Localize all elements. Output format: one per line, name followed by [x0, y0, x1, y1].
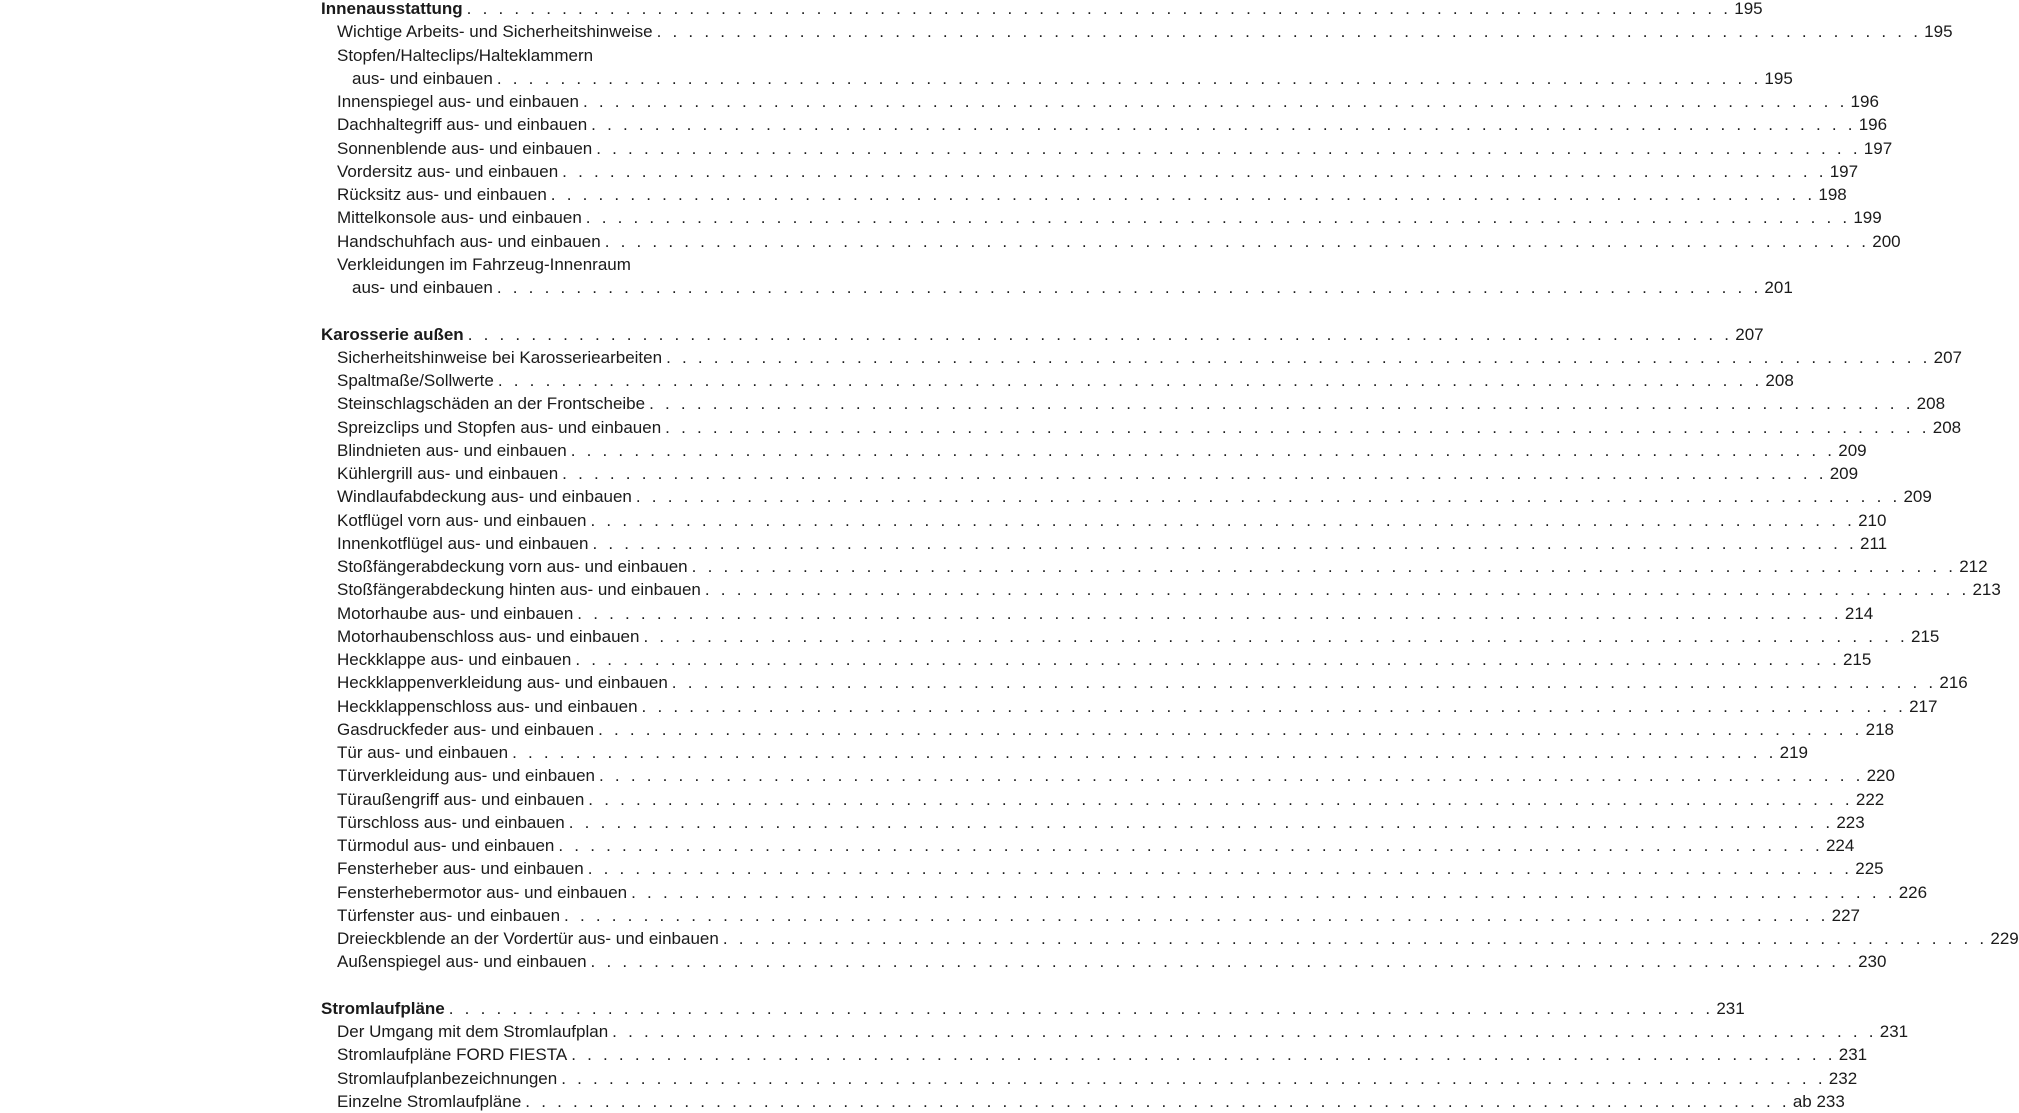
toc-entry [321, 881, 1928, 904]
toc-entry-page-number: 209 [1838, 440, 1867, 460]
dot-leader: . . . . . . . . . . . . . . . . . . . . . . . . . . . . . . . . . . . . . . . . . . . . . . . . . . . . . . . . . . . . . . . . . . . . . . . . . . . . . . . . [496, 68, 1762, 88]
toc-entry-title: Spaltmaße/Sollwerte [337, 371, 494, 390]
toc-entry [321, 578, 2001, 601]
toc-entry-page-number: 198 [1818, 185, 1847, 204]
toc-entry-title: Fensterheber aus- und einbauen [337, 859, 584, 879]
toc-entry-page-number: 210 [1858, 510, 1887, 530]
toc-entry-title: Steinschlagschäden an der Frontscheibe [337, 394, 646, 414]
dot-leader: . . . . . . . . . . . . . . . . . . . . . . . . . . . . . . . . . . . . . . . . . . . . . . . . . . . . . . . . . . . . . . . . . . . . . . . . . . . . . . . . [643, 626, 1908, 646]
toc-entry-page-number: 211 [1860, 533, 1888, 553]
toc-entry [321, 20, 1953, 43]
toc-entry [321, 369, 1794, 392]
section-gap [321, 974, 796, 997]
toc-entry-title: Handschuhfach aus- und einbauen [337, 231, 601, 251]
toc-entry-page-number: 215 [1842, 650, 1872, 669]
dot-leader: . . . . . . . . . . . . . . . . . . . . . . . . . . . . . . . . . . . . . . . . . . . . . . . . . . . . . . . . . . . . . . . . . . . . . . . . . . . . . . . . [558, 836, 1823, 855]
toc-entry-title: Rücksitz aus- und einbauen [337, 185, 547, 204]
toc-entry [321, 44, 796, 67]
dot-leader: . . . . . . . . . . . . . . . . . . . . . . . . . . . . . . . . . . . . . . . . . . . . . . . . . . . . . . . . . . . . . . . . . . . . . . . . . . . . . . . . [587, 859, 1853, 879]
dot-leader: . . . . . . . . . . . . . . . . . . . . . . . . . . . . . . . . . . . . . . . . . . . . . . . . . . . . . . . . . . . . . . . . . . . . . . . . . . . . . . . . [604, 231, 1870, 251]
toc-entry [321, 183, 1847, 206]
toc-entry-title: Türverkleidung aus- und einbauen [337, 766, 596, 786]
toc-entry-title: Motorhaubenschloss aus- und einbauen [337, 626, 640, 646]
toc-entry-page-number: 219 [1779, 743, 1808, 762]
toc-entry [321, 671, 1968, 694]
dot-leader: . . . . . . . . . . . . . . . . . . . . . . . . . . . . . . . . . . . . . . . . . . . . . . . . . . . . . . . . . . . . . . . . . . . . . . . . . . . . . . . . [635, 487, 1901, 507]
toc-entry [321, 950, 1887, 973]
dot-leader: . . . . . . . . . . . . . . . . . . . . . . . . . . . . . . . . . . . . . . . . . . . . . . . . . . . . . . . . . . . . . . . . . . . . . . . . . . . . . . . . [631, 882, 1896, 902]
dot-leader: . . . . . . . . . . . . . . . . . . . . . . . . . . . . . . . . . . . . . . . . . . . . . . . . . . . . . . . . . . . . . . . . . . . . . . . . . . . . . . . . [562, 161, 1827, 181]
section-heading [321, 323, 1764, 346]
toc-entry-title: Stromlaufplanbezeichnungen [337, 1068, 558, 1088]
toc-entry-page-number: ab 233 [1792, 1091, 1845, 1111]
toc-entry-page-number: 231 [1879, 1022, 1909, 1041]
toc-entry-title: Mittelkonsole aus- und einbauen [337, 208, 582, 228]
toc-entry [321, 1043, 1868, 1066]
toc-entry-page-number: 200 [1872, 231, 1901, 251]
dot-leader: . . . . . . . . . . . . . . . . . . . . . . . . . . . . . . . . . . . . . . . . . . . . . . . . . . . . . . . . . . . . . . . . . . . . . . . . . . . . . . . . [649, 394, 1914, 414]
toc-entry-page-number: 229 [1990, 929, 2019, 948]
toc-entry [321, 416, 1962, 439]
toc-entry-title: Stopfen/Halteclips/Halteklammern [337, 45, 594, 65]
toc-entry-page-number: 230 [1858, 952, 1887, 972]
toc-entry [321, 439, 1867, 462]
toc-entry-title: Blindnieten aus- und einbauen [337, 440, 567, 460]
toc-entry [321, 834, 1855, 857]
dot-leader: . . . . . . . . . . . . . . . . . . . . . . . . . . . . . . . . . . . . . . . . . . . . . . . . . . . . . . . . . . . . . . . . . . . . . . . . . . . . . . . . [722, 929, 1988, 948]
toc-entry-page-number: 231 [1838, 1045, 1868, 1065]
toc-entry-title: Innenspiegel aus- und einbauen [337, 92, 579, 111]
toc-entry-title: Kühlergrill aus- und einbauen [337, 464, 559, 483]
toc-entry-title: Außenspiegel aus- und einbauen [337, 952, 587, 972]
table-of-contents [321, 0, 2019, 1113]
toc-entry-page-number: 208 [1916, 394, 1946, 414]
toc-entry-title: Türmodul aus- und einbauen [337, 836, 555, 855]
toc-entry-title: Der Umgang mit dem Stromlaufplan [337, 1022, 609, 1041]
toc-entry-title: Kotflügel vorn aus- und einbauen [337, 510, 587, 530]
toc-entry-title: Motorhaube aus- und einbauen [337, 603, 574, 623]
dot-leader: . . . . . . . . . . . . . . . . . . . . . . . . . . . . . . . . . . . . . . . . . . . . . . . . . . . . . . . . . . . . . . . . . . . . . . . . . . . . . . . . [564, 905, 1829, 925]
toc-entry-page-number: 225 [1855, 859, 1884, 879]
toc-entry [321, 625, 1940, 648]
toc-entry [321, 718, 1894, 741]
toc-entry [321, 509, 1887, 532]
toc-entry [321, 904, 1860, 927]
toc-entry [321, 276, 1793, 299]
section-heading-page-number: 195 [1734, 0, 1763, 18]
toc-entry [321, 695, 1938, 718]
toc-entry-title: Türschloss aus- und einbauen [337, 812, 565, 832]
toc-entry-page-number: 195 [1924, 22, 1953, 42]
dot-leader: . . . . . . . . . . . . . . . . . . . . . . . . . . . . . . . . . . . . . . . . . . . . . . . . . . . . . . . . . . . . . . . . . . . . . . . . . . . . . . . . [570, 440, 1836, 460]
toc-entry-page-number: 215 [1911, 626, 1940, 646]
section-heading [321, 997, 1745, 1020]
toc-entry [321, 648, 1872, 671]
toc-entry-page-number: 197 [1863, 138, 1893, 158]
dot-leader: . . . . . . . . . . . . . . . . . . . . . . . . . . . . . . . . . . . . . . . . . . . . . . . . . . . . . . . . . . . . . . . . . . . . . . . . . . . . . . . . [448, 998, 1714, 1018]
toc-entry-page-number: 208 [1765, 371, 1794, 390]
toc-entry-page-number: 222 [1855, 789, 1885, 809]
toc-entry-title: Türfenster aus- und einbauen [337, 905, 561, 925]
toc-entry-title: aus- und einbauen [352, 278, 493, 297]
dot-leader: . . . . . . . . . . . . . . . . . . . . . . . . . . . . . . . . . . . . . . . . . . . . . . . . . . . . . . . . . . . . . . . . . . . . . . . . . . . . . . . . [575, 650, 1840, 669]
toc-entry-page-number: 226 [1898, 882, 1928, 902]
dot-leader: . . . . . . . . . . . . . . . . . . . . . . . . . . . . . . . . . . . . . . . . . . . . . . . . . . . . . . . . . . . . . . . . . . . . . . . . . . . . . . . . [665, 417, 1930, 437]
toc-entry-title: Vordersitz aus- und einbauen [337, 161, 559, 181]
toc-entry-title: Tür aus- und einbauen [337, 743, 509, 762]
dot-leader: . . . . . . . . . . . . . . . . . . . . . . . . . . . . . . . . . . . . . . . . . . . . . . . . . . . . . . . . . . . . . . . . . . . . . . . . . . . . . . . . [585, 208, 1851, 228]
dot-leader: . . . . . . . . . . . . . . . . . . . . . . . . . . . . . . . . . . . . . . . . . . . . . . . . . . . . . . . . . . . . . . . . . . . . . . . . . . . . . . . . [467, 324, 1733, 344]
dot-leader: . . . . . . . . . . . . . . . . . . . . . . . . . . . . . . . . . . . . . . . . . . . . . . . . . . . . . . . . . . . . . . . . . . . . . . . . . . . . . . . . [641, 696, 1907, 716]
dot-leader: . . . . . . . . . . . . . . . . . . . . . . . . . . . . . . . . . . . . . . . . . . . . . . . . . . . . . . . . . . . . . . . . . . . . . . . . . . . . . . . . [598, 719, 1863, 739]
toc-entry [321, 113, 1888, 136]
toc-entry-title: Dreieckblende an der Vordertür aus- und einbauen [337, 929, 719, 948]
toc-entry-title: Heckklappe aus- und einbauen [337, 650, 572, 669]
toc-entry-page-number: 199 [1853, 208, 1882, 228]
dot-leader: . . . . . . . . . . . . . . . . . . . . . . . . . . . . . . . . . . . . . . . . . . . . . . . . . . . . . . . . . . . . . . . . . . . . . . . . . . . . . . . . [568, 812, 1834, 832]
toc-entry [321, 485, 1932, 508]
section-heading-title: Stromlaufpläne [321, 998, 445, 1018]
section-heading-page-number: 207 [1735, 324, 1764, 344]
dot-leader: . . . . . . . . . . . . . . . . . . . . . . . . . . . . . . . . . . . . . . . . . . . . . . . . . . . . . . . . . . . . . . . . . . . . . . . . . . . . . . . . [599, 766, 1864, 786]
dot-leader: . . . . . . . . . . . . . . . . . . . . . . . . . . . . . . . . . . . . . . . . . . . . . . . . . . . . . . . . . . . . . . . . . . . . . . . . . . . . . . . . [691, 557, 1957, 576]
toc-entry-page-number: 212 [1959, 557, 1988, 576]
dot-leader: . . . . . . . . . . . . . . . . . . . . . . . . . . . . . . . . . . . . . . . . . . . . . . . . . . . . . . . . . . . . . . . . . . . . . . . . . . . . . . . . [656, 22, 1922, 42]
toc-entry [321, 230, 1901, 253]
toc-entry [321, 555, 1988, 578]
dot-leader: . . . . . . . . . . . . . . . . . . . . . . . . . . . . . . . . . . . . . . . . . . . . . . . . . . . . . . . . . . . . . . . . . . . . . . . . . . . . . . . . [525, 1091, 1790, 1111]
section-gap [321, 299, 796, 322]
dot-leader: . . . . . . . . . . . . . . . . . . . . . . . . . . . . . . . . . . . . . . . . . . . . . . . . . . . . . . . . . . . . . . . . . . . . . . . . . . . . . . . . [466, 0, 1732, 18]
dot-leader: . . . . . . . . . . . . . . . . . . . . . . . . . . . . . . . . . . . . . . . . . . . . . . . . . . . . . . . . . . . . . . . . . . . . . . . . . . . . . . . . [590, 510, 1856, 530]
toc-entry [321, 788, 1885, 811]
toc-entry-page-number: 213 [1972, 580, 2001, 600]
dot-leader: . . . . . . . . . . . . . . . . . . . . . . . . . . . . . . . . . . . . . . . . . . . . . . . . . . . . . . . . . . . . . . . . . . . . . . . . . . . . . . . . [571, 1045, 1836, 1065]
toc-entry [321, 1020, 1909, 1043]
toc-entry-page-number: 218 [1865, 719, 1894, 739]
dot-leader: . . . . . . . . . . . . . . . . . . . . . . . . . . . . . . . . . . . . . . . . . . . . . . . . . . . . . . . . . . . . . . . . . . . . . . . . . . . . . . . . [596, 138, 1861, 158]
toc-entry [321, 392, 1946, 415]
toc-entry-page-number: 217 [1909, 696, 1938, 716]
dot-leader: . . . . . . . . . . . . . . . . . . . . . . . . . . . . . . . . . . . . . . . . . . . . . . . . . . . . . . . . . . . . . . . . . . . . . . . . . . . . . . . . [592, 533, 1857, 553]
toc-entry-title: Einzelne Stromlaufpläne [337, 1091, 522, 1111]
dot-leader: . . . . . . . . . . . . . . . . . . . . . . . . . . . . . . . . . . . . . . . . . . . . . . . . . . . . . . . . . . . . . . . . . . . . . . . . . . . . . . . . [512, 743, 1777, 762]
toc-entry-title: Sicherheitshinweise bei Karosseriearbeiten [337, 347, 663, 367]
dot-leader: . . . . . . . . . . . . . . . . . . . . . . . . . . . . . . . . . . . . . . . . . . . . . . . . . . . . . . . . . . . . . . . . . . . . . . . . . . . . . . . . [591, 115, 1856, 135]
toc-entry [321, 206, 1882, 229]
toc-entry [321, 346, 1963, 369]
toc-entry [321, 137, 1893, 160]
toc-entry [321, 532, 1888, 555]
toc-entry-title: aus- und einbauen [352, 68, 493, 88]
toc-entry [321, 927, 2019, 950]
toc-entry-page-number: 232 [1828, 1068, 1858, 1088]
toc-entry-title: Spreizclips und Stopfen aus- und einbauen [337, 417, 662, 437]
toc-entry-title: Innenkotflügel aus- und einbauen [337, 533, 589, 553]
section-heading [321, 0, 1763, 20]
toc-entry-page-number: 223 [1836, 812, 1865, 832]
toc-entry-page-number: 196 [1858, 115, 1888, 135]
section-heading-title: Innenausstattung [321, 0, 463, 18]
toc-entry-title: Sonnenblende aus- und einbauen [337, 138, 593, 158]
toc-entry-page-number: 209 [1903, 487, 1932, 507]
dot-leader: . . . . . . . . . . . . . . . . . . . . . . . . . . . . . . . . . . . . . . . . . . . . . . . . . . . . . . . . . . . . . . . . . . . . . . . . . . . . . . . . [582, 92, 1848, 111]
toc-entry-page-number: 214 [1844, 603, 1874, 623]
dot-leader: . . . . . . . . . . . . . . . . . . . . . . . . . . . . . . . . . . . . . . . . . . . . . . . . . . . . . . . . . . . . . . . . . . . . . . . . . . . . . . . . [496, 278, 1762, 297]
toc-entry-page-number: 195 [1764, 68, 1793, 88]
toc-entry [321, 253, 796, 276]
toc-entry-title: Windlaufabdeckung aus- und einbauen [337, 487, 632, 507]
toc-entry-page-number: 220 [1866, 766, 1895, 786]
toc-entry-title: Verkleidungen im Fahrzeug-Innenraum [337, 254, 631, 274]
dot-leader: . . . . . . . . . . . . . . . . . . . . . . . . . . . . . . . . . . . . . . . . . . . . . . . . . . . . . . . . . . . . . . . . . . . . . . . . . . . . . . . . [561, 1068, 1826, 1088]
dot-leader: . . . . . . . . . . . . . . . . . . . . . . . . . . . . . . . . . . . . . . . . . . . . . . . . . . . . . . . . . . . . . . . . . . . . . . . . . . . . . . . . [704, 580, 1970, 600]
toc-entry-title: Stromlaufpläne FORD FIESTA [337, 1045, 568, 1065]
toc-entry-page-number: 227 [1831, 905, 1860, 925]
section-heading-title: Karosserie außen [321, 324, 464, 344]
toc-entry-page-number: 216 [1939, 673, 1968, 693]
dot-leader: . . . . . . . . . . . . . . . . . . . . . . . . . . . . . . . . . . . . . . . . . . . . . . . . . . . . . . . . . . . . . . . . . . . . . . . . . . . . . . . . [562, 464, 1827, 483]
toc-entry-title: Wichtige Arbeits- und Sicherheitshinweise [337, 22, 653, 42]
toc-entry-page-number: 196 [1850, 92, 1879, 111]
toc-entry-title: Heckklappenschloss aus- und einbauen [337, 696, 638, 716]
toc-entry [321, 602, 1874, 625]
toc-entry [321, 1067, 1858, 1090]
toc-entry-page-number: 201 [1764, 278, 1793, 297]
dot-leader: . . . . . . . . . . . . . . . . . . . . . . . . . . . . . . . . . . . . . . . . . . . . . . . . . . . . . . . . . . . . . . . . . . . . . . . . . . . . . . . . [666, 347, 1931, 367]
toc-entry-title: Heckklappenverkleidung aus- und einbauen [337, 673, 668, 693]
toc-entry [321, 1090, 1845, 1113]
dot-leader: . . . . . . . . . . . . . . . . . . . . . . . . . . . . . . . . . . . . . . . . . . . . . . . . . . . . . . . . . . . . . . . . . . . . . . . . . . . . . . . . [671, 673, 1937, 693]
toc-entry [321, 764, 1895, 787]
toc-entry [321, 90, 1879, 113]
toc-entry [321, 811, 1865, 834]
dot-leader: . . . . . . . . . . . . . . . . . . . . . . . . . . . . . . . . . . . . . . . . . . . . . . . . . . . . . . . . . . . . . . . . . . . . . . . . . . . . . . . . [590, 952, 1856, 972]
toc-entry-title: Gasdruckfeder aus- und einbauen [337, 719, 595, 739]
toc-entry-title: Stoßfängerabdeckung hinten aus- und einbauen [337, 580, 701, 600]
toc-entry-title: Türaußengriff aus- und einbauen [337, 789, 585, 809]
toc-entry-title: Stoßfängerabdeckung vorn aus- und einbauen [337, 557, 688, 576]
toc-entry-page-number: 209 [1829, 464, 1859, 483]
dot-leader: . . . . . . . . . . . . . . . . . . . . . . . . . . . . . . . . . . . . . . . . . . . . . . . . . . . . . . . . . . . . . . . . . . . . . . . . . . . . . . . . [588, 789, 1853, 809]
toc-entry-page-number: 207 [1933, 347, 1963, 367]
toc-entry [321, 160, 1859, 183]
section-heading-page-number: 231 [1716, 998, 1745, 1018]
dot-leader: . . . . . . . . . . . . . . . . . . . . . . . . . . . . . . . . . . . . . . . . . . . . . . . . . . . . . . . . . . . . . . . . . . . . . . . . . . . . . . . . [497, 371, 1763, 390]
dot-leader: . . . . . . . . . . . . . . . . . . . . . . . . . . . . . . . . . . . . . . . . . . . . . . . . . . . . . . . . . . . . . . . . . . . . . . . . . . . . . . . . [550, 185, 1816, 204]
toc-entry-page-number: 197 [1829, 161, 1859, 181]
toc-entry [321, 462, 1859, 485]
toc-entry-page-number: 208 [1932, 417, 1962, 437]
dot-leader: . . . . . . . . . . . . . . . . . . . . . . . . . . . . . . . . . . . . . . . . . . . . . . . . . . . . . . . . . . . . . . . . . . . . . . . . . . . . . . . . [577, 603, 1842, 623]
toc-entry [321, 67, 1793, 90]
toc-entry-title: Fensterhebermotor aus- und einbauen [337, 882, 628, 902]
toc-entry [321, 857, 1884, 880]
toc-entry-page-number: 224 [1825, 836, 1855, 855]
toc-entry-title: Dachhaltegriff aus- und einbauen [337, 115, 588, 135]
dot-leader: . . . . . . . . . . . . . . . . . . . . . . . . . . . . . . . . . . . . . . . . . . . . . . . . . . . . . . . . . . . . . . . . . . . . . . . . . . . . . . . . [612, 1022, 1877, 1041]
toc-entry [321, 741, 1808, 764]
